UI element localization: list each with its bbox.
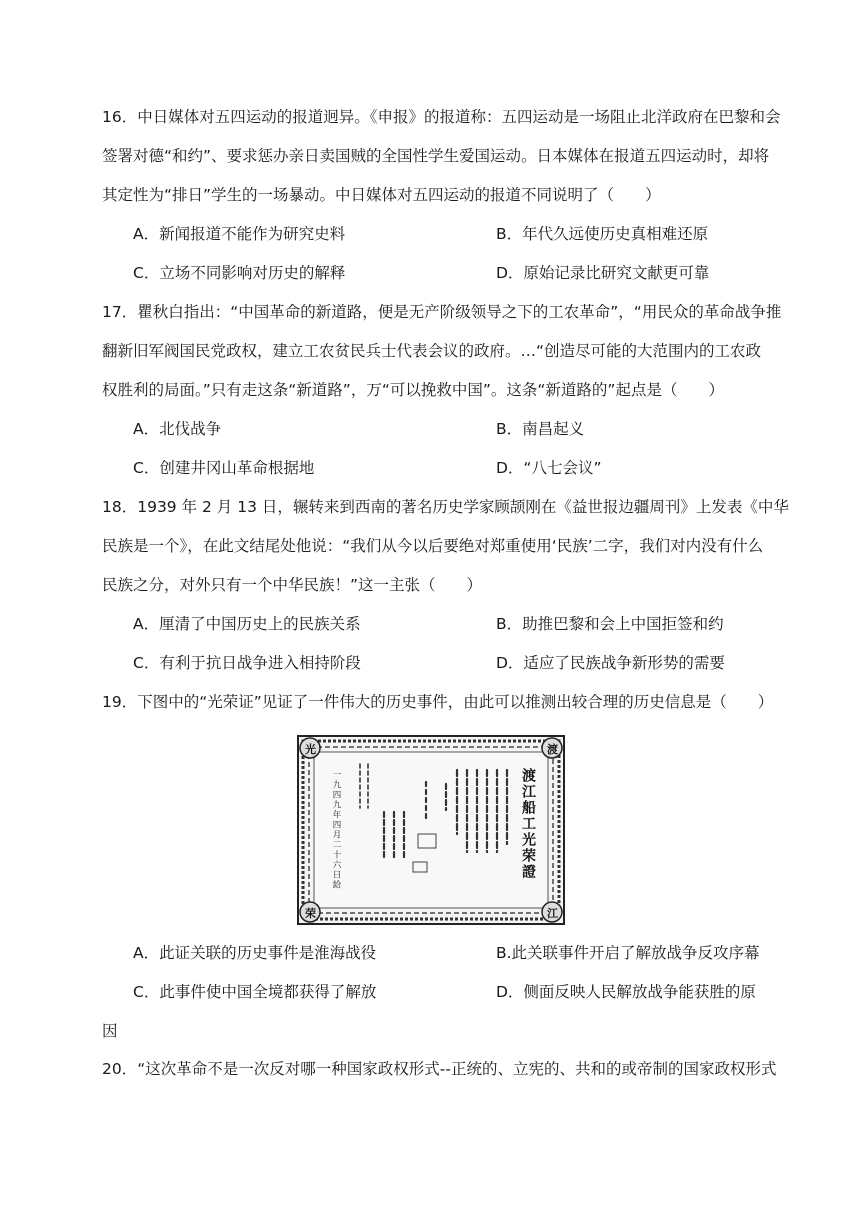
cert-date: 一九四九年四月二十六日給 xyxy=(331,770,341,890)
q19-option-a: A．此证关联的历史事件是淮海战役 xyxy=(133,944,377,962)
cert-corner-top-left: 光 xyxy=(305,743,316,756)
q16-option-d: D．原始记录比研究文献更可靠 xyxy=(496,264,710,282)
q17-option-c: C．创建井冈山革命根据地 xyxy=(133,459,315,477)
certificate-image xyxy=(296,734,566,926)
q17-line-3: 权胜利的局面。”只有走这条“新道路”，万“可以挽救中国”。这条“新道路的”起点是（ ） xyxy=(102,381,724,399)
q19-option-b: B.此关联事件开启了解放战争反攻序幕 xyxy=(496,944,760,962)
q18-option-a: A．厘清了中国历史上的民族关系 xyxy=(133,615,361,633)
cert-title: 渡江船工光荣證 xyxy=(520,768,536,880)
q16-option-a: A．新闻报道不能作为研究史料 xyxy=(133,225,346,243)
q16-option-c: C．立场不同影响对历史的解释 xyxy=(133,264,346,282)
q18-line-1: 18．1939 年 2 月 13 日，辗转来到西南的著名历史学家顾颉刚在《益世报边疆周刊》上发表《中华 xyxy=(102,498,789,516)
q17-line-1: 17．瞿秋白指出：“中国革命的新道路，便是无产阶级领导之下的工农革命”，“用民众的革命战争推 xyxy=(102,303,782,321)
q18-option-c: C．有利于抗日战争进入相持阶段 xyxy=(133,654,361,672)
q17-option-a: A．北伐战争 xyxy=(133,420,222,438)
q19-option-c: C．此事件使中国全境都获得了解放 xyxy=(133,983,377,1001)
q16-line-1: 16．中日媒体对五四运动的报道迥异。《申报》的报道称：五四运动是一场阻止北洋政府在巴黎和会 xyxy=(102,108,781,126)
q16-line-3: 其定性为“排日”学生的一场暴动。中日媒体对五四运动的报道不同说明了（ ） xyxy=(102,186,661,204)
q17-option-b: B．南昌起义 xyxy=(496,420,585,438)
q18-line-2: 民族是一个》，在此文结尾处他说：“我们从今以后要绝对郑重使用‘民族’二字，我们对内没有什么 xyxy=(102,537,764,555)
q18-option-d: D．适应了民族战争新形势的需要 xyxy=(496,654,725,672)
q16-option-b: B．年代久远使历史真相难还原 xyxy=(496,225,709,243)
q19-option-d-continuation: 因 xyxy=(102,1022,118,1040)
q16-line-2: 签署对德“和约”、要求惩办亲日卖国贼的全国性学生爱国运动。日本媒体在报道五四运动时，却将 xyxy=(102,147,770,165)
cert-corner-bottom-left: 荣 xyxy=(305,907,316,920)
q19-line-1: 19．下图中的“光荣证”见证了一件伟大的历史事件，由此可以推测出较合理的历史信息是（ ） xyxy=(102,693,774,711)
q17-option-d: D．“八七会议” xyxy=(496,459,602,477)
q18-line-3: 民族之分，对外只有一个中华民族！”这一主张（ ） xyxy=(102,576,483,594)
cert-corner-top-right: 渡 xyxy=(547,743,558,756)
q18-option-b: B．助推巴黎和会上中国拒签和约 xyxy=(496,615,724,633)
q20-line-1: 20．“这次革命不是一次反对哪一种国家政权形式--正统的、立宪的、共和的或帝制的国家政权形式 xyxy=(102,1060,777,1078)
cert-corner-bottom-right: 江 xyxy=(547,907,558,920)
q17-line-2: 翻新旧军阀国民党政权，建立工农贫民兵士代表会议的政府。…“创造尽可能的大范围内的工农政 xyxy=(102,342,762,360)
q19-option-d: D．侧面反映人民解放战争能获胜的原 xyxy=(496,983,756,1001)
